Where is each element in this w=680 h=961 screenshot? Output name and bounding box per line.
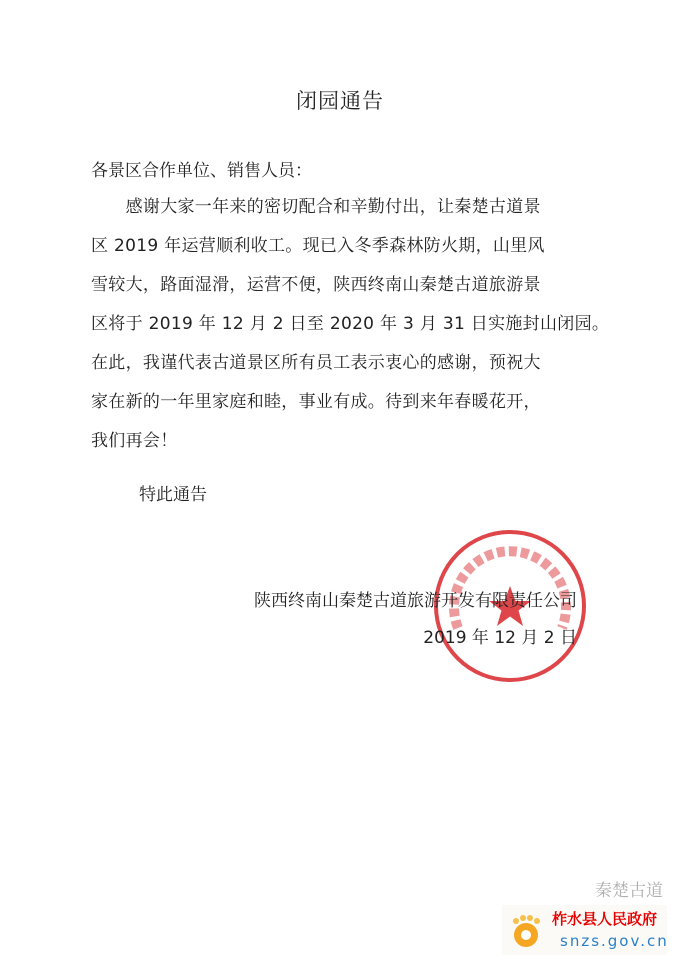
sun-logo-icon xyxy=(508,913,544,949)
body-line: 在此，我谨代表古道景区所有员工表示衷心的感谢，预祝大 xyxy=(91,353,541,373)
body-line: 我们再会！ xyxy=(91,431,178,451)
watermark xyxy=(502,881,669,955)
document-date: 2019 年 12 月 2 日 xyxy=(423,628,577,648)
watermark-url: snzs.gov.cn xyxy=(560,932,669,950)
signature: 陕西终南山秦楚古道旅游开发有限责任公司 xyxy=(254,591,577,611)
watermark-name: 柞水县人民政府 xyxy=(552,910,658,928)
greeting: 各景区合作单位、销售人员： xyxy=(91,161,312,181)
body-line: 区将于 2019 年 12 月 2 日至 2020 年 3 月 31 日实施封山闭园。 xyxy=(91,314,610,334)
body-line: 感谢大家一年来的密切配合和辛勤付出，让秦楚古道景 xyxy=(91,197,541,217)
body-line: 区 2019 年运营顺利收工。现已入冬季森林防火期，山里风 xyxy=(91,236,545,256)
body-line: 家在新的一年里家庭和睦，事业有成。待到来年春暖花开， xyxy=(91,392,541,412)
watermark-faint-text: 秦楚古道 xyxy=(595,881,663,901)
document-title: 闭园通告 xyxy=(296,89,384,113)
closing-text: 特此通告 xyxy=(139,485,207,505)
body-line: 雪较大，路面湿滑，运营不便，陕西终南山秦楚古道旅游景 xyxy=(91,275,541,295)
